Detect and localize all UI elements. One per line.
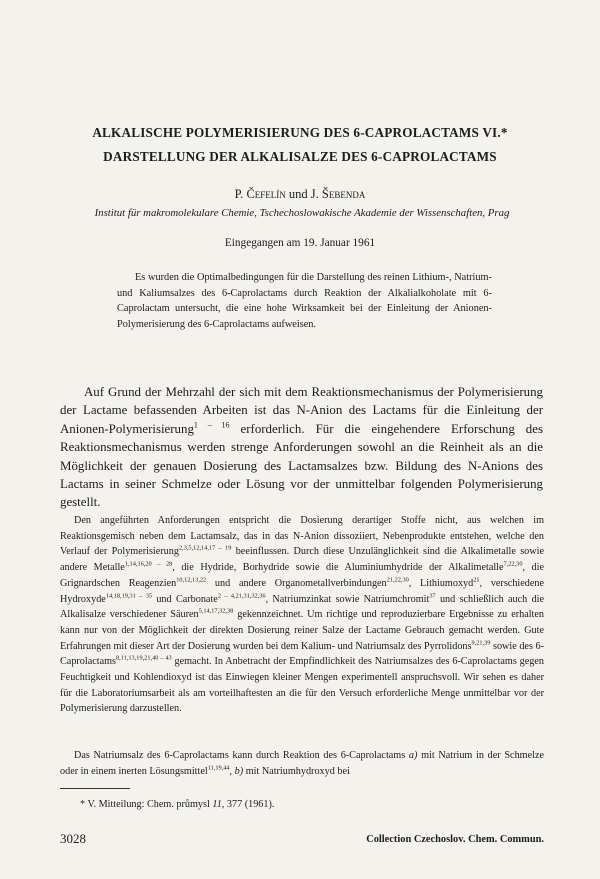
introduction — [60, 383, 543, 512]
author-1-name: Čefelín — [246, 187, 286, 201]
footnote-rule — [60, 788, 130, 789]
p1-ref-11: 9,21,39 — [471, 639, 491, 647]
title-line-2: DARSTELLUNG DER ALKALISALZE DES 6-CAPROLACTAMS — [103, 149, 497, 164]
p1-ref-10: 5,14,17,32,38 — [198, 607, 234, 615]
paragraph-1 — [60, 513, 544, 717]
p1-ref-6: 21 — [473, 576, 480, 584]
p2-marker-a: a) — [408, 750, 418, 761]
p1-text-3: , die Hydride, Borhydride sowie die Aluminiumhydride der Alkalimetalle — [172, 562, 504, 574]
p1-text-8: und Carbonate — [152, 593, 218, 605]
p1-ref-7: 14,18,19,31 – 35 — [105, 592, 153, 600]
title-line-1: ALKALISCHE POLYMERISIERUNG DES 6-CAPROLACTAMS VI.* — [92, 125, 508, 140]
p1-ref-12: 8,11,13,19,21,40 – 43 — [116, 654, 172, 662]
p1-text-12: sowie des 6-Caprolactams — [60, 640, 544, 668]
authors-connector: und — [288, 187, 308, 201]
p1-ref-4: 10,12,13,22 — [176, 576, 207, 584]
intro-ref-1: 1 – 16 — [193, 420, 230, 430]
p1-ref-8: 2 – 4,21,31,32,36 — [217, 592, 266, 600]
author-2-initial: J. — [310, 187, 319, 201]
intro-text-1: Auf Grund der Mehrzahl der sich mit dem Reaktionsmechanismus der Polymerisierung der Lactame befassenden Arbeiten ist das N-Anion des Lactams für die Einleitung der Anionen-Polymerisierung — [60, 385, 543, 436]
footnote-volume: 11, — [212, 799, 225, 810]
p1-ref-3: 7,22,30 — [503, 560, 523, 568]
paragraph-2 — [60, 748, 544, 779]
abstract-text: Es wurden die Optimalbedingungen für die Darstellung des reinen Lithium-, Natrium- und Kaliumsalzes des 6-Caprolactams durch Reaktion der Alkalialkoholate mit 6-Caprolactam untersucht, die eine hohe Wirksamkeit bei der Einleitung der Anionen-Polymerisierung des 6-Caprolactams aufweisen. — [117, 272, 492, 330]
body-paragraph-2 — [60, 748, 544, 779]
footnote — [80, 798, 540, 812]
intro-paragraph — [60, 383, 543, 512]
p1-text-5: und andere Organometallverbindungen — [206, 577, 387, 589]
p2-ref-1: 11,19,44 — [207, 764, 230, 772]
p1-ref-9: 37 — [429, 592, 436, 600]
p1-ref-5: 21,22,30 — [386, 576, 409, 584]
author-1-initial: P. — [234, 187, 244, 201]
p1-text-2: beeinflussen. Durch diese Unzulänglichkeit sind die Alkalimetalle sowie andere Metalle — [60, 546, 544, 574]
received-date: Eingegangen am 19. Januar 1961 — [224, 237, 376, 249]
body-paragraph-1 — [60, 513, 544, 717]
p1-text-4: , die Grignardschen Reagenzien — [60, 562, 545, 589]
footnote-mark: * — [80, 799, 86, 810]
p1-ref-1: 2,3,5,12,14,17 – 19 — [178, 545, 232, 553]
p1-text-6: , Lithiumoxyd — [408, 577, 474, 589]
p2-text-4: mit Natriumhydroxyd bei — [243, 765, 350, 777]
authors — [0, 187, 600, 202]
p1-text-7: , verschiedene Hydroxyde — [60, 577, 544, 605]
p1-ref-2: 1,14,16,20 – 28 — [124, 560, 173, 568]
p1-text-1: Den angeführten Anforderungen entspricht die Dosierung derartiger Stoffe nicht, aus welchen im Reaktionsgemisch neben dem Lactamsalz, das in das N-Anion dissoziiert, Nebenprodukte entstehen, welche den Verlauf der Polymerisierung — [60, 515, 544, 558]
institute: Institut für makromolekulare Chemie, Tschechoslowakische Akademie der Wissenschaften, Prag — [94, 207, 510, 219]
p2-text-1: Das Natriumsalz des 6-Caprolactams kann durch Reaktion des 6-Caprolactams — [74, 750, 409, 761]
p1-text-13: gemacht. In Anbetracht der Empfindlichkeit des Natriumsalzes des 6-Caprolactams gegen Feuchtigkeit und Kohlendioxyd ist das Einwiegen kleiner Mengen experimentell anspruchsvoll. Wir sehen es daher für die Laboratoriumsarbeit als am vorteilhaftesten an die für den Versuch erforderliche Menge unmittelbar vor der Polymerisierung darzustellen. — [60, 656, 545, 715]
p2-text-3: , — [229, 765, 235, 777]
footnote-text: V. Mitteilung: Chem. průmysl — [85, 799, 213, 810]
author-2-name: Šebenda — [321, 187, 366, 201]
p1-text-10: und schließlich auch die Alkalisalze verschiedener Säuren — [60, 593, 545, 621]
p1-text-9: , Natriumzinkat sowie Natriumchromit — [265, 593, 430, 605]
journal-name: Collection Czechoslov. Chem. Commun. — [366, 834, 544, 845]
footnote-rest: 377 (1961). — [224, 799, 275, 810]
intro-text-2: erforderlich. Für die eingehendere Erforschung des Reaktionsmechanismus werden strenge Anforderungen sowohl an die Reinheit als an die Möglichkeit der genauen Dosierung des Lactamsalzes bzw. Bildung des N-Anions des Lactams in seiner Schmelze oder Lösung vor der unmittelbar folgenden Polymerisierung gestellt. — [60, 421, 543, 510]
p2-marker-b: b) — [234, 765, 244, 777]
abstract — [117, 270, 492, 332]
p2-text-2: mit Natrium in der Schmelze oder in einem inerten Lösungsmittel — [60, 750, 544, 777]
page-number: 3028 — [60, 831, 86, 846]
p1-text-11: gekennzeichnet. Um richtige und reproduzierbare Ergebnisse zu erhalten kann nur von der Möglichkeit der direkten Dosierung reiner Salze der Lactame Gebrauch gemacht werden. Gute Erfahrungen mit dieser Art der Dosierung wurden bei dem Kalium- und Natriumsalz des Pyrrolidons — [60, 609, 544, 652]
